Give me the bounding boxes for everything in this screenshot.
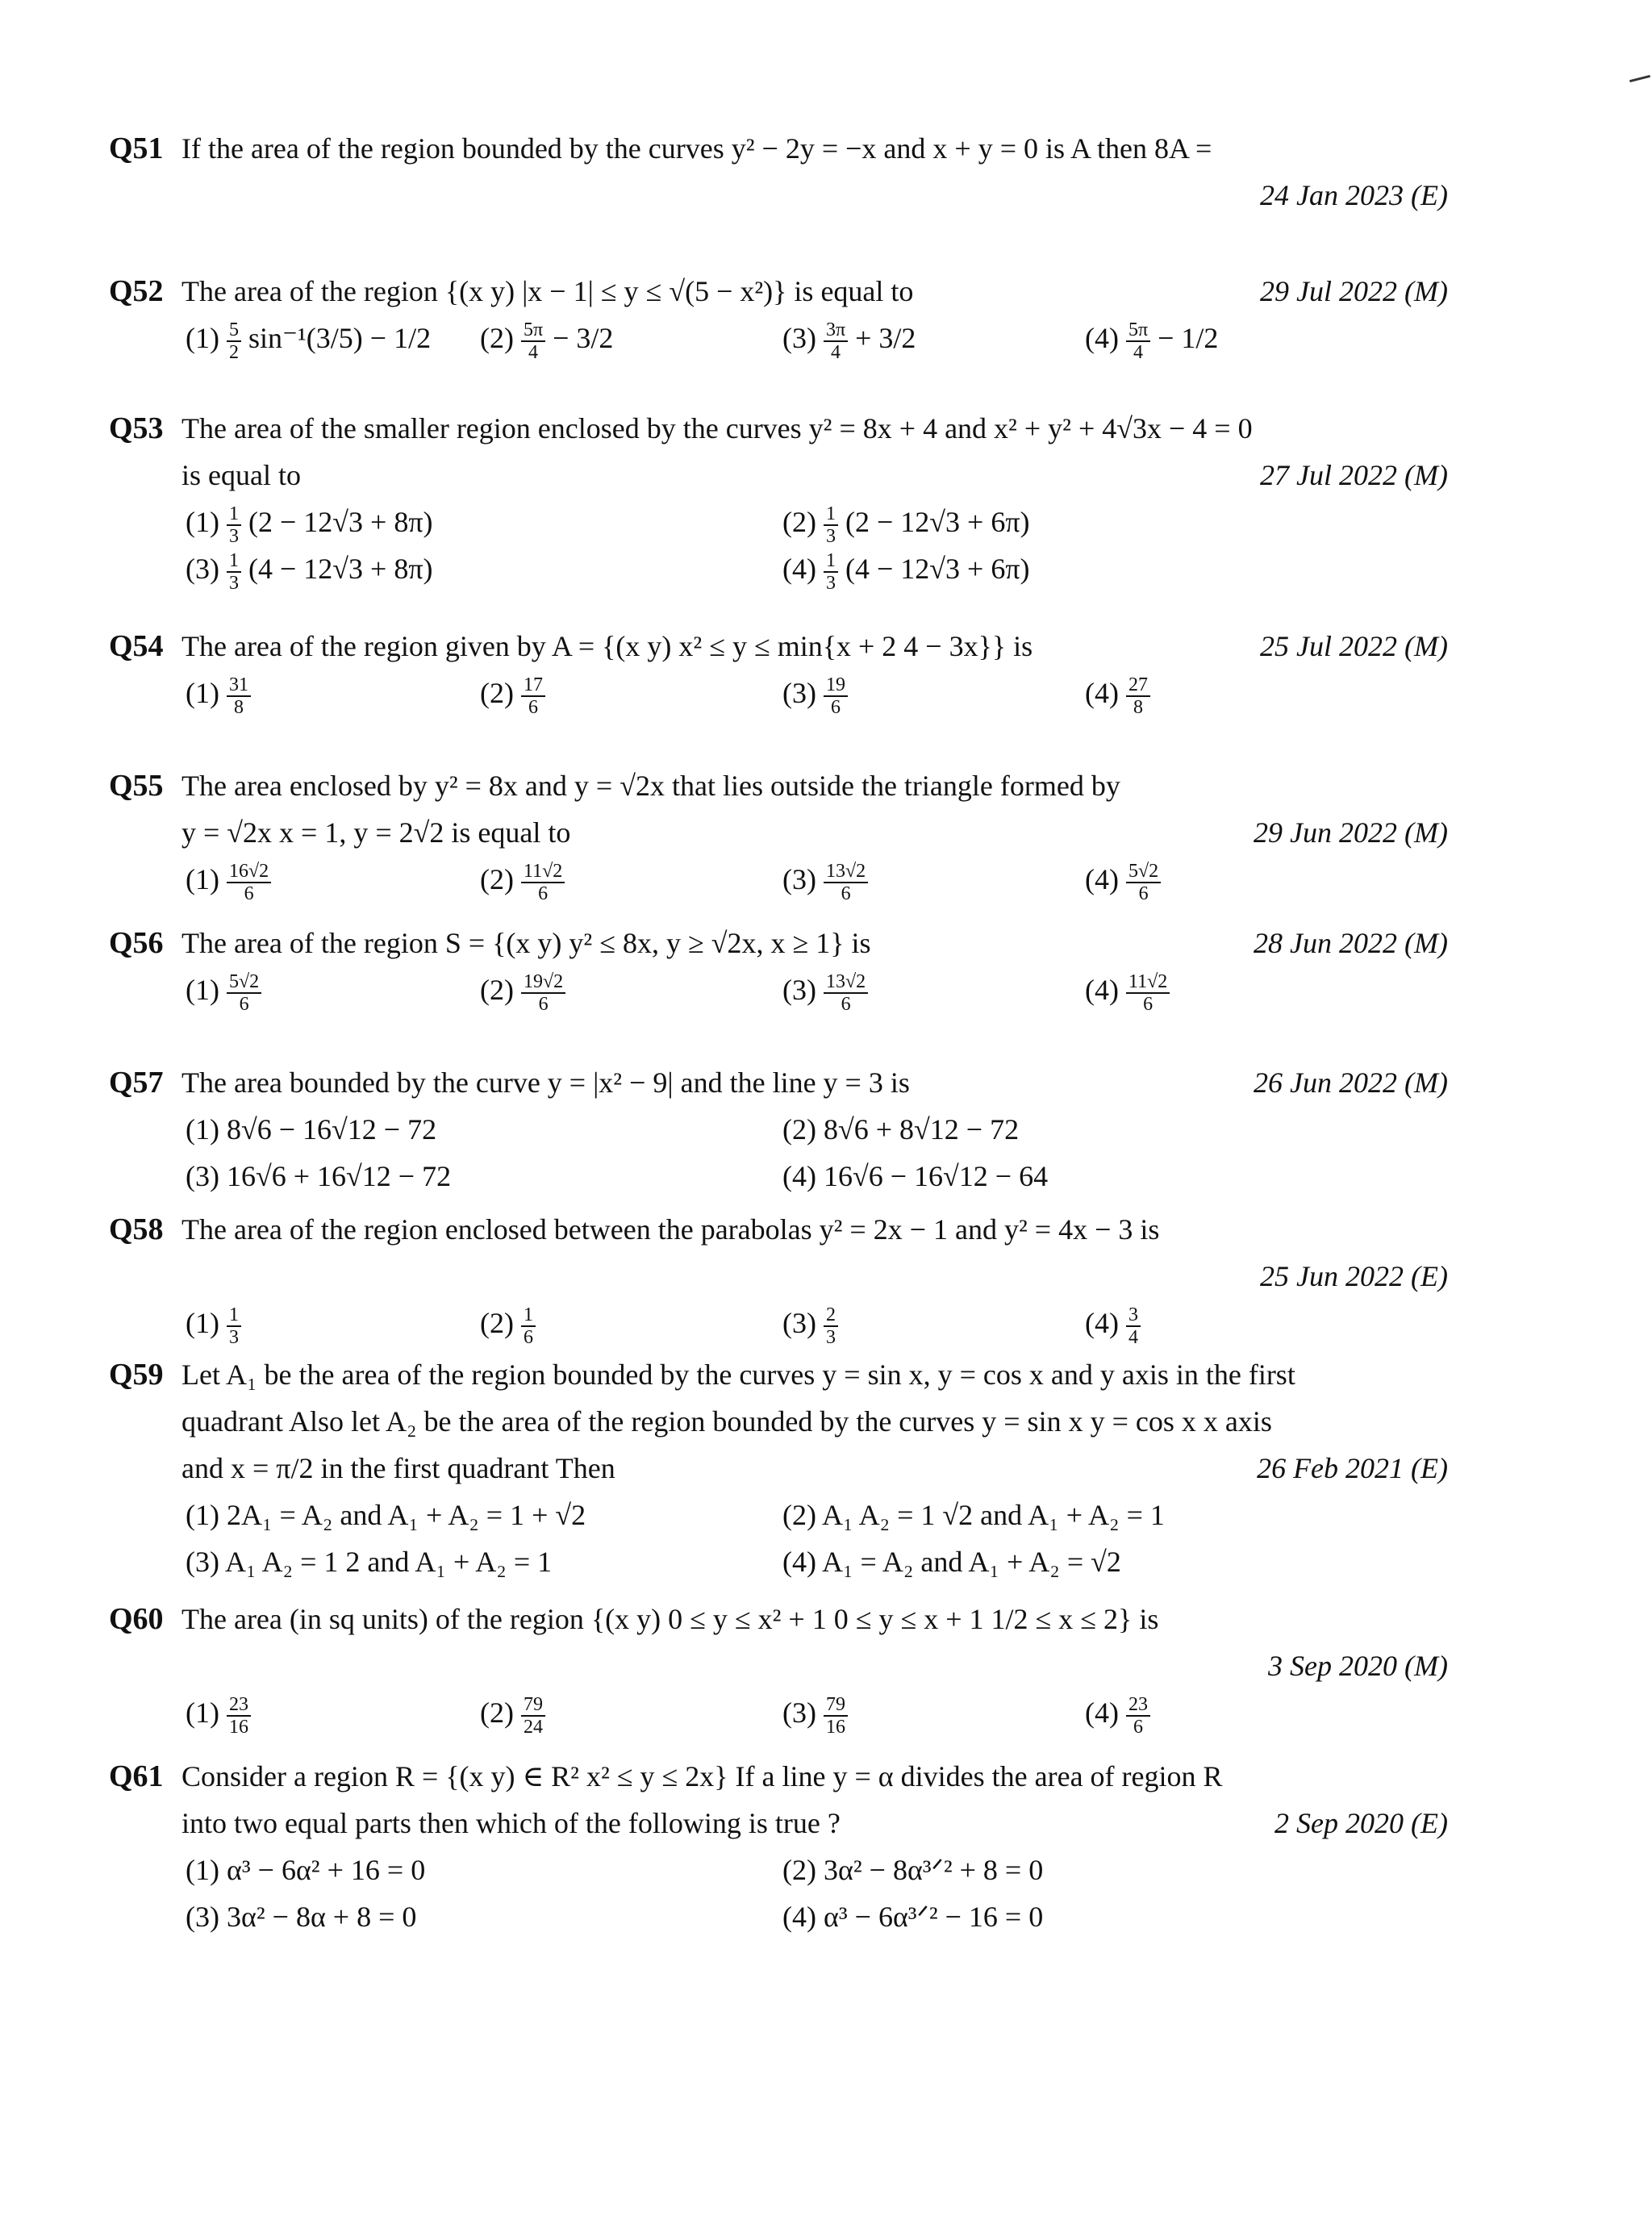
options-row	[109, 1106, 1448, 1153]
answer-option-3[interactable]	[186, 1153, 451, 1200]
fraction-denominator: 2	[228, 341, 239, 363]
option-label: (2)	[480, 1696, 514, 1729]
fraction-numerator: 5√2	[227, 971, 261, 994]
question-line	[109, 1398, 1448, 1445]
option-label: (4)	[782, 1546, 816, 1578]
options-row	[109, 1689, 1448, 1736]
fraction-numerator: 3	[1126, 1304, 1141, 1327]
option-expression: A₁ A₂ = 1 2 and A₁ + A₂ = 1	[225, 1546, 553, 1578]
option-fraction	[521, 1694, 545, 1738]
option-expression-tail: sin⁻¹(3/5) − 1/2	[248, 322, 432, 354]
answer-option-1[interactable]	[186, 315, 431, 363]
answer-option-1[interactable]	[186, 1300, 241, 1348]
question-line	[109, 1642, 1448, 1689]
exam-date: 24 Jan 2023 (E)	[1260, 179, 1448, 211]
answer-option-1[interactable]	[186, 966, 261, 1015]
fraction-denominator: 6	[538, 883, 549, 904]
option-expression: 16√6 + 16√12 − 72	[226, 1160, 452, 1192]
question-number: Q51	[109, 131, 164, 165]
option-expression-tail: (2 − 12√3 + 6π)	[845, 506, 1030, 538]
answer-option-1[interactable]	[186, 1106, 436, 1153]
fraction-numerator: 5π	[521, 319, 545, 342]
answer-option-3[interactable]	[186, 1893, 416, 1940]
question-q52	[109, 268, 1448, 361]
option-expression-tail: (2 − 12√3 + 8π)	[248, 506, 433, 538]
question-line	[109, 1445, 1448, 1492]
fraction-numerator: 13√2	[824, 971, 868, 994]
options-row	[109, 966, 1448, 1013]
option-expression: 3α² − 8α³ᐟ² + 8 = 0	[823, 1854, 1044, 1886]
option-label: (4)	[1085, 863, 1119, 895]
option-label: (3)	[782, 322, 816, 354]
fraction-numerator: 17	[521, 674, 545, 697]
question-text: The area of the region {(x y) |x − 1| ≤ y ≤ √(5 − x²)} is equal to	[181, 275, 914, 307]
question-number: Q52	[109, 274, 164, 308]
question-line	[109, 809, 1448, 856]
fraction-numerator: 19	[824, 674, 848, 697]
fraction-numerator: 27	[1126, 674, 1150, 697]
fraction-denominator: 6	[841, 883, 851, 904]
fraction-denominator: 4	[1133, 341, 1144, 363]
fraction-denominator: 3	[228, 572, 239, 594]
fraction-denominator: 4	[1128, 1326, 1138, 1348]
answer-option-2[interactable]	[782, 499, 1030, 547]
question-text: Consider a region R = {(x y) ∈ R² x² ≤ y ≤ 2x} If a line y = α divides the area of region R	[181, 1760, 1223, 1792]
fraction-numerator: 1	[227, 1304, 241, 1327]
answer-option-1[interactable]	[186, 499, 433, 547]
option-label: (1)	[186, 677, 219, 709]
options-row	[109, 1847, 1448, 1893]
question-q58	[109, 1206, 1448, 1346]
option-label: (3)	[186, 553, 219, 585]
option-fraction	[824, 550, 838, 594]
question-line	[109, 623, 1448, 670]
page-corner-mark	[1629, 75, 1650, 82]
question-q55	[109, 762, 1448, 903]
question-number: Q59	[109, 1358, 164, 1392]
option-label: (4)	[782, 553, 816, 585]
option-fraction	[227, 319, 241, 363]
option-label: (1)	[186, 974, 219, 1006]
option-fraction	[824, 1694, 848, 1738]
question-text: The area enclosed by y² = 8x and y = √2x that lies outside the triangle formed by	[181, 770, 1120, 802]
question-line	[109, 405, 1448, 452]
option-fraction	[521, 319, 545, 363]
option-fraction	[227, 1694, 251, 1738]
option-label: (3)	[186, 1546, 219, 1578]
fraction-denominator: 3	[825, 572, 836, 594]
fraction-denominator: 6	[1133, 1716, 1143, 1738]
option-label: (3)	[782, 863, 816, 895]
answer-option-3[interactable]	[782, 670, 848, 718]
fraction-denominator: 3	[825, 525, 836, 547]
answer-option-3[interactable]	[782, 315, 916, 363]
fraction-numerator: 1	[521, 1304, 536, 1327]
question-line	[109, 268, 1448, 315]
fraction-numerator: 13√2	[824, 861, 868, 883]
option-fraction	[1126, 319, 1150, 363]
option-label: (4)	[782, 1901, 816, 1933]
fraction-numerator: 11√2	[521, 861, 565, 883]
question-line	[109, 1253, 1448, 1300]
fraction-denominator: 6	[1143, 993, 1153, 1015]
option-label: (4)	[1085, 677, 1119, 709]
answer-option-4[interactable]	[1085, 1689, 1150, 1738]
exam-date: 28 Jun 2022 (M)	[1254, 927, 1448, 959]
answer-option-2[interactable]	[480, 315, 613, 363]
fraction-numerator: 5π	[1126, 319, 1150, 342]
option-expression: 3α² − 8α + 8 = 0	[226, 1901, 417, 1933]
options-row	[109, 1893, 1448, 1940]
option-label: (4)	[1085, 974, 1119, 1006]
option-fraction	[521, 674, 545, 718]
fraction-numerator: 23	[1126, 1694, 1150, 1717]
fraction-denominator: 3	[825, 1326, 836, 1348]
fraction-denominator: 6	[830, 696, 841, 718]
fraction-numerator: 11√2	[1126, 971, 1170, 994]
option-label: (2)	[782, 1854, 816, 1886]
question-number: Q58	[109, 1212, 164, 1246]
question-text: If the area of the region bounded by the curves y² − 2y = −x and x + y = 0 is A then 8A =	[181, 132, 1212, 165]
fraction-denominator: 6	[538, 993, 549, 1015]
question-number: Q61	[109, 1759, 164, 1793]
option-label: (1)	[186, 1499, 219, 1531]
question-number: Q55	[109, 769, 164, 803]
option-expression-tail: − 3/2	[553, 322, 614, 354]
options-row	[109, 856, 1448, 903]
option-expression: α³ − 6α² + 16 = 0	[226, 1854, 426, 1886]
option-fraction	[227, 861, 271, 904]
option-fraction	[521, 971, 565, 1015]
exam-date: 29 Jun 2022 (M)	[1254, 816, 1448, 849]
fraction-denominator: 4	[528, 341, 539, 363]
option-fraction	[227, 1304, 241, 1348]
answer-option-4[interactable]	[782, 545, 1030, 594]
option-label: (3)	[782, 1307, 816, 1339]
option-fraction	[1126, 861, 1161, 904]
option-fraction	[824, 861, 868, 904]
fraction-numerator: 23	[227, 1694, 251, 1717]
exam-date: 26 Jun 2022 (M)	[1254, 1066, 1448, 1099]
question-number: Q54	[109, 629, 164, 663]
option-fraction	[521, 1304, 536, 1348]
question-text: Let A₁ be the area of the region bounded by the curves y = sin x, y = cos x and y axis in the first	[181, 1358, 1295, 1391]
fraction-denominator: 16	[228, 1716, 248, 1738]
option-label: (1)	[186, 1854, 219, 1886]
answer-option-3[interactable]	[782, 966, 868, 1015]
answer-option-2[interactable]	[480, 670, 545, 718]
question-line	[109, 762, 1448, 809]
question-line	[109, 1596, 1448, 1642]
option-label: (2)	[782, 1113, 816, 1146]
options-row	[109, 670, 1448, 716]
question-text: The area (in sq units) of the region {(x y) 0 ≤ y ≤ x² + 1 0 ≤ y ≤ x + 1 1/2 ≤ x ≤ 2} is	[181, 1603, 1159, 1635]
option-fraction	[1126, 1694, 1150, 1738]
option-label: (4)	[1085, 1307, 1119, 1339]
question-text: The area of the region S = {(x y) y² ≤ 8x, y ≥ √2x, x ≥ 1} is	[181, 927, 871, 959]
fraction-numerator: 1	[824, 550, 838, 573]
fraction-denominator: 3	[228, 1326, 239, 1348]
question-text: is equal to	[181, 459, 301, 491]
option-expression: A₁ = A₂ and A₁ + A₂ = √2	[822, 1546, 1121, 1578]
options-row	[109, 315, 1448, 361]
question-q61	[109, 1753, 1448, 1940]
question-q54	[109, 623, 1448, 716]
fraction-denominator: 3	[228, 525, 239, 547]
fraction-numerator: 19√2	[521, 971, 565, 994]
option-expression: 8√6 − 16√12 − 72	[226, 1113, 437, 1146]
question-text: quadrant Also let A₂ be the area of the region bounded by the curves y = sin x y = cos x x axis	[181, 1405, 1272, 1438]
question-number: Q53	[109, 411, 164, 445]
question-line	[109, 1059, 1448, 1106]
options-row	[109, 545, 1448, 592]
answer-option-2[interactable]	[782, 1492, 1165, 1538]
answer-option-2[interactable]	[480, 1689, 545, 1738]
fraction-denominator: 6	[841, 993, 851, 1015]
option-fraction	[824, 674, 848, 718]
option-fraction	[824, 319, 848, 363]
option-label: (2)	[480, 863, 514, 895]
question-text: The area of the smaller region enclosed by the curves y² = 8x + 4 and x² + y² + 4√3x − 4 = 0	[181, 412, 1253, 444]
option-fraction	[1126, 1304, 1141, 1348]
option-expression: A₁ A₂ = 1 √2 and A₁ + A₂ = 1	[822, 1499, 1165, 1531]
option-label: (1)	[186, 863, 219, 895]
options-row	[109, 1300, 1448, 1346]
fraction-denominator: 6	[244, 883, 254, 904]
answer-option-4[interactable]	[1085, 966, 1170, 1015]
fraction-numerator: 1	[227, 550, 241, 573]
fraction-denominator: 16	[825, 1716, 845, 1738]
option-fraction	[227, 971, 261, 1015]
answer-option-1[interactable]	[186, 856, 271, 904]
fraction-numerator: 1	[227, 503, 241, 526]
fraction-denominator: 24	[523, 1716, 543, 1738]
option-label: (1)	[186, 322, 219, 354]
option-label: (2)	[480, 1307, 514, 1339]
option-label: (1)	[186, 1307, 219, 1339]
question-number: Q60	[109, 1602, 164, 1636]
option-label: (4)	[782, 1160, 816, 1192]
answer-option-4[interactable]	[782, 1538, 1121, 1585]
question-line	[109, 125, 1448, 172]
option-label: (2)	[782, 1499, 816, 1531]
option-expression-tail: − 1/2	[1158, 322, 1219, 354]
question-q56	[109, 920, 1448, 1013]
option-fraction	[1126, 971, 1170, 1015]
question-text: The area bounded by the curve y = |x² − 9| and the line y = 3 is	[181, 1066, 910, 1099]
option-fraction	[227, 550, 241, 594]
exam-date: 27 Jul 2022 (M)	[1260, 459, 1448, 491]
fraction-numerator: 5	[227, 319, 241, 342]
option-expression: α³ − 6α³ᐟ² − 16 = 0	[823, 1901, 1044, 1933]
option-label: (2)	[480, 677, 514, 709]
answer-option-4[interactable]	[782, 1893, 1043, 1940]
option-label: (3)	[782, 1696, 816, 1729]
options-row	[109, 499, 1448, 545]
fraction-numerator: 1	[824, 503, 838, 526]
question-line	[109, 172, 1448, 219]
question-text: y = √2x x = 1, y = 2√2 is equal to	[181, 816, 571, 849]
option-fraction	[824, 503, 838, 547]
option-label: (3)	[186, 1901, 219, 1933]
question-q57	[109, 1059, 1448, 1200]
question-line	[109, 1800, 1448, 1847]
question-text: The area of the region enclosed between the parabolas y² = 2x − 1 and y² = 4x − 3 is	[181, 1213, 1160, 1246]
answer-option-2[interactable]	[480, 966, 565, 1015]
question-q53	[109, 405, 1448, 592]
answer-option-3[interactable]	[782, 1689, 848, 1738]
option-expression-tail: + 3/2	[855, 322, 916, 354]
question-text: and x = π/2 in the first quadrant Then	[181, 1452, 615, 1484]
exam-date: 25 Jun 2022 (E)	[1260, 1260, 1448, 1292]
option-label: (1)	[186, 1696, 219, 1729]
answer-option-2[interactable]	[480, 1300, 536, 1348]
answer-option-3[interactable]	[782, 1300, 838, 1348]
option-expression: 16√6 − 16√12 − 64	[823, 1160, 1049, 1192]
answer-option-4[interactable]	[1085, 1300, 1141, 1348]
answer-option-4[interactable]	[1085, 315, 1218, 363]
question-text: The area of the region given by A = {(x y) x² ≤ y ≤ min{x + 2 4 − 3x}} is	[181, 630, 1033, 662]
fraction-numerator: 5√2	[1126, 861, 1161, 883]
options-row	[109, 1538, 1448, 1585]
fraction-denominator: 4	[831, 341, 841, 363]
question-q60	[109, 1596, 1448, 1736]
fraction-denominator: 8	[233, 696, 244, 718]
question-q51	[109, 125, 1448, 219]
fraction-denominator: 6	[528, 696, 538, 718]
option-label: (3)	[186, 1160, 219, 1192]
option-fraction	[227, 674, 251, 718]
options-row	[109, 1153, 1448, 1200]
answer-option-1[interactable]	[186, 670, 251, 718]
question-number: Q57	[109, 1066, 164, 1100]
option-label: (1)	[186, 506, 219, 538]
fraction-numerator: 3π	[824, 319, 848, 342]
option-label: (3)	[782, 677, 816, 709]
option-label: (2)	[782, 506, 816, 538]
option-expression-tail: (4 − 12√3 + 8π)	[248, 553, 433, 585]
answer-option-2[interactable]	[480, 856, 565, 904]
exam-date: 2 Sep 2020 (E)	[1274, 1807, 1448, 1839]
answer-option-1[interactable]	[186, 1492, 586, 1538]
option-fraction	[227, 503, 241, 547]
exam-date: 29 Jul 2022 (M)	[1260, 275, 1448, 307]
option-label: (4)	[1085, 322, 1119, 354]
option-fraction	[824, 1304, 838, 1348]
options-row	[109, 1492, 1448, 1538]
question-line	[109, 1351, 1448, 1398]
option-label: (4)	[1085, 1696, 1119, 1729]
question-q59	[109, 1351, 1448, 1585]
question-line	[109, 920, 1448, 966]
fraction-numerator: 2	[824, 1304, 838, 1327]
answer-option-4[interactable]	[1085, 670, 1150, 718]
answer-option-2[interactable]	[782, 1106, 1019, 1153]
fraction-denominator: 6	[523, 1326, 533, 1348]
fraction-denominator: 8	[1133, 696, 1143, 718]
option-label: (2)	[480, 322, 514, 354]
fraction-numerator: 79	[824, 1694, 848, 1717]
option-expression: 8√6 + 8√12 − 72	[823, 1113, 1020, 1146]
fraction-denominator: 6	[1138, 883, 1149, 904]
fraction-numerator: 16√2	[227, 861, 271, 883]
fraction-numerator: 31	[227, 674, 251, 697]
exam-date: 25 Jul 2022 (M)	[1260, 630, 1448, 662]
question-number: Q56	[109, 926, 164, 960]
option-fraction	[1126, 674, 1150, 718]
fraction-denominator: 6	[239, 993, 249, 1015]
answer-option-2[interactable]	[782, 1847, 1043, 1893]
option-fraction	[521, 861, 565, 904]
answer-option-3[interactable]	[782, 856, 868, 904]
exam-date: 26 Feb 2021 (E)	[1257, 1452, 1448, 1484]
answer-option-3[interactable]	[186, 1538, 552, 1585]
option-expression-tail: (4 − 12√3 + 6π)	[845, 553, 1030, 585]
exam-date: 3 Sep 2020 (M)	[1268, 1650, 1448, 1682]
answer-option-1[interactable]	[186, 1689, 251, 1738]
fraction-numerator: 79	[521, 1694, 545, 1717]
answer-option-4[interactable]	[782, 1153, 1048, 1200]
answer-option-1[interactable]	[186, 1847, 425, 1893]
option-label: (3)	[782, 974, 816, 1006]
option-fraction	[824, 971, 868, 1015]
option-label: (1)	[186, 1113, 219, 1146]
answer-option-4[interactable]	[1085, 856, 1161, 904]
question-line	[109, 1206, 1448, 1253]
answer-option-3[interactable]	[186, 545, 433, 594]
option-expression: 2A₁ = A₂ and A₁ + A₂ = 1 + √2	[226, 1499, 586, 1531]
question-text: into two equal parts then which of the following is true ?	[181, 1807, 841, 1839]
question-line	[109, 452, 1448, 499]
option-label: (2)	[480, 974, 514, 1006]
question-line	[109, 1753, 1448, 1800]
